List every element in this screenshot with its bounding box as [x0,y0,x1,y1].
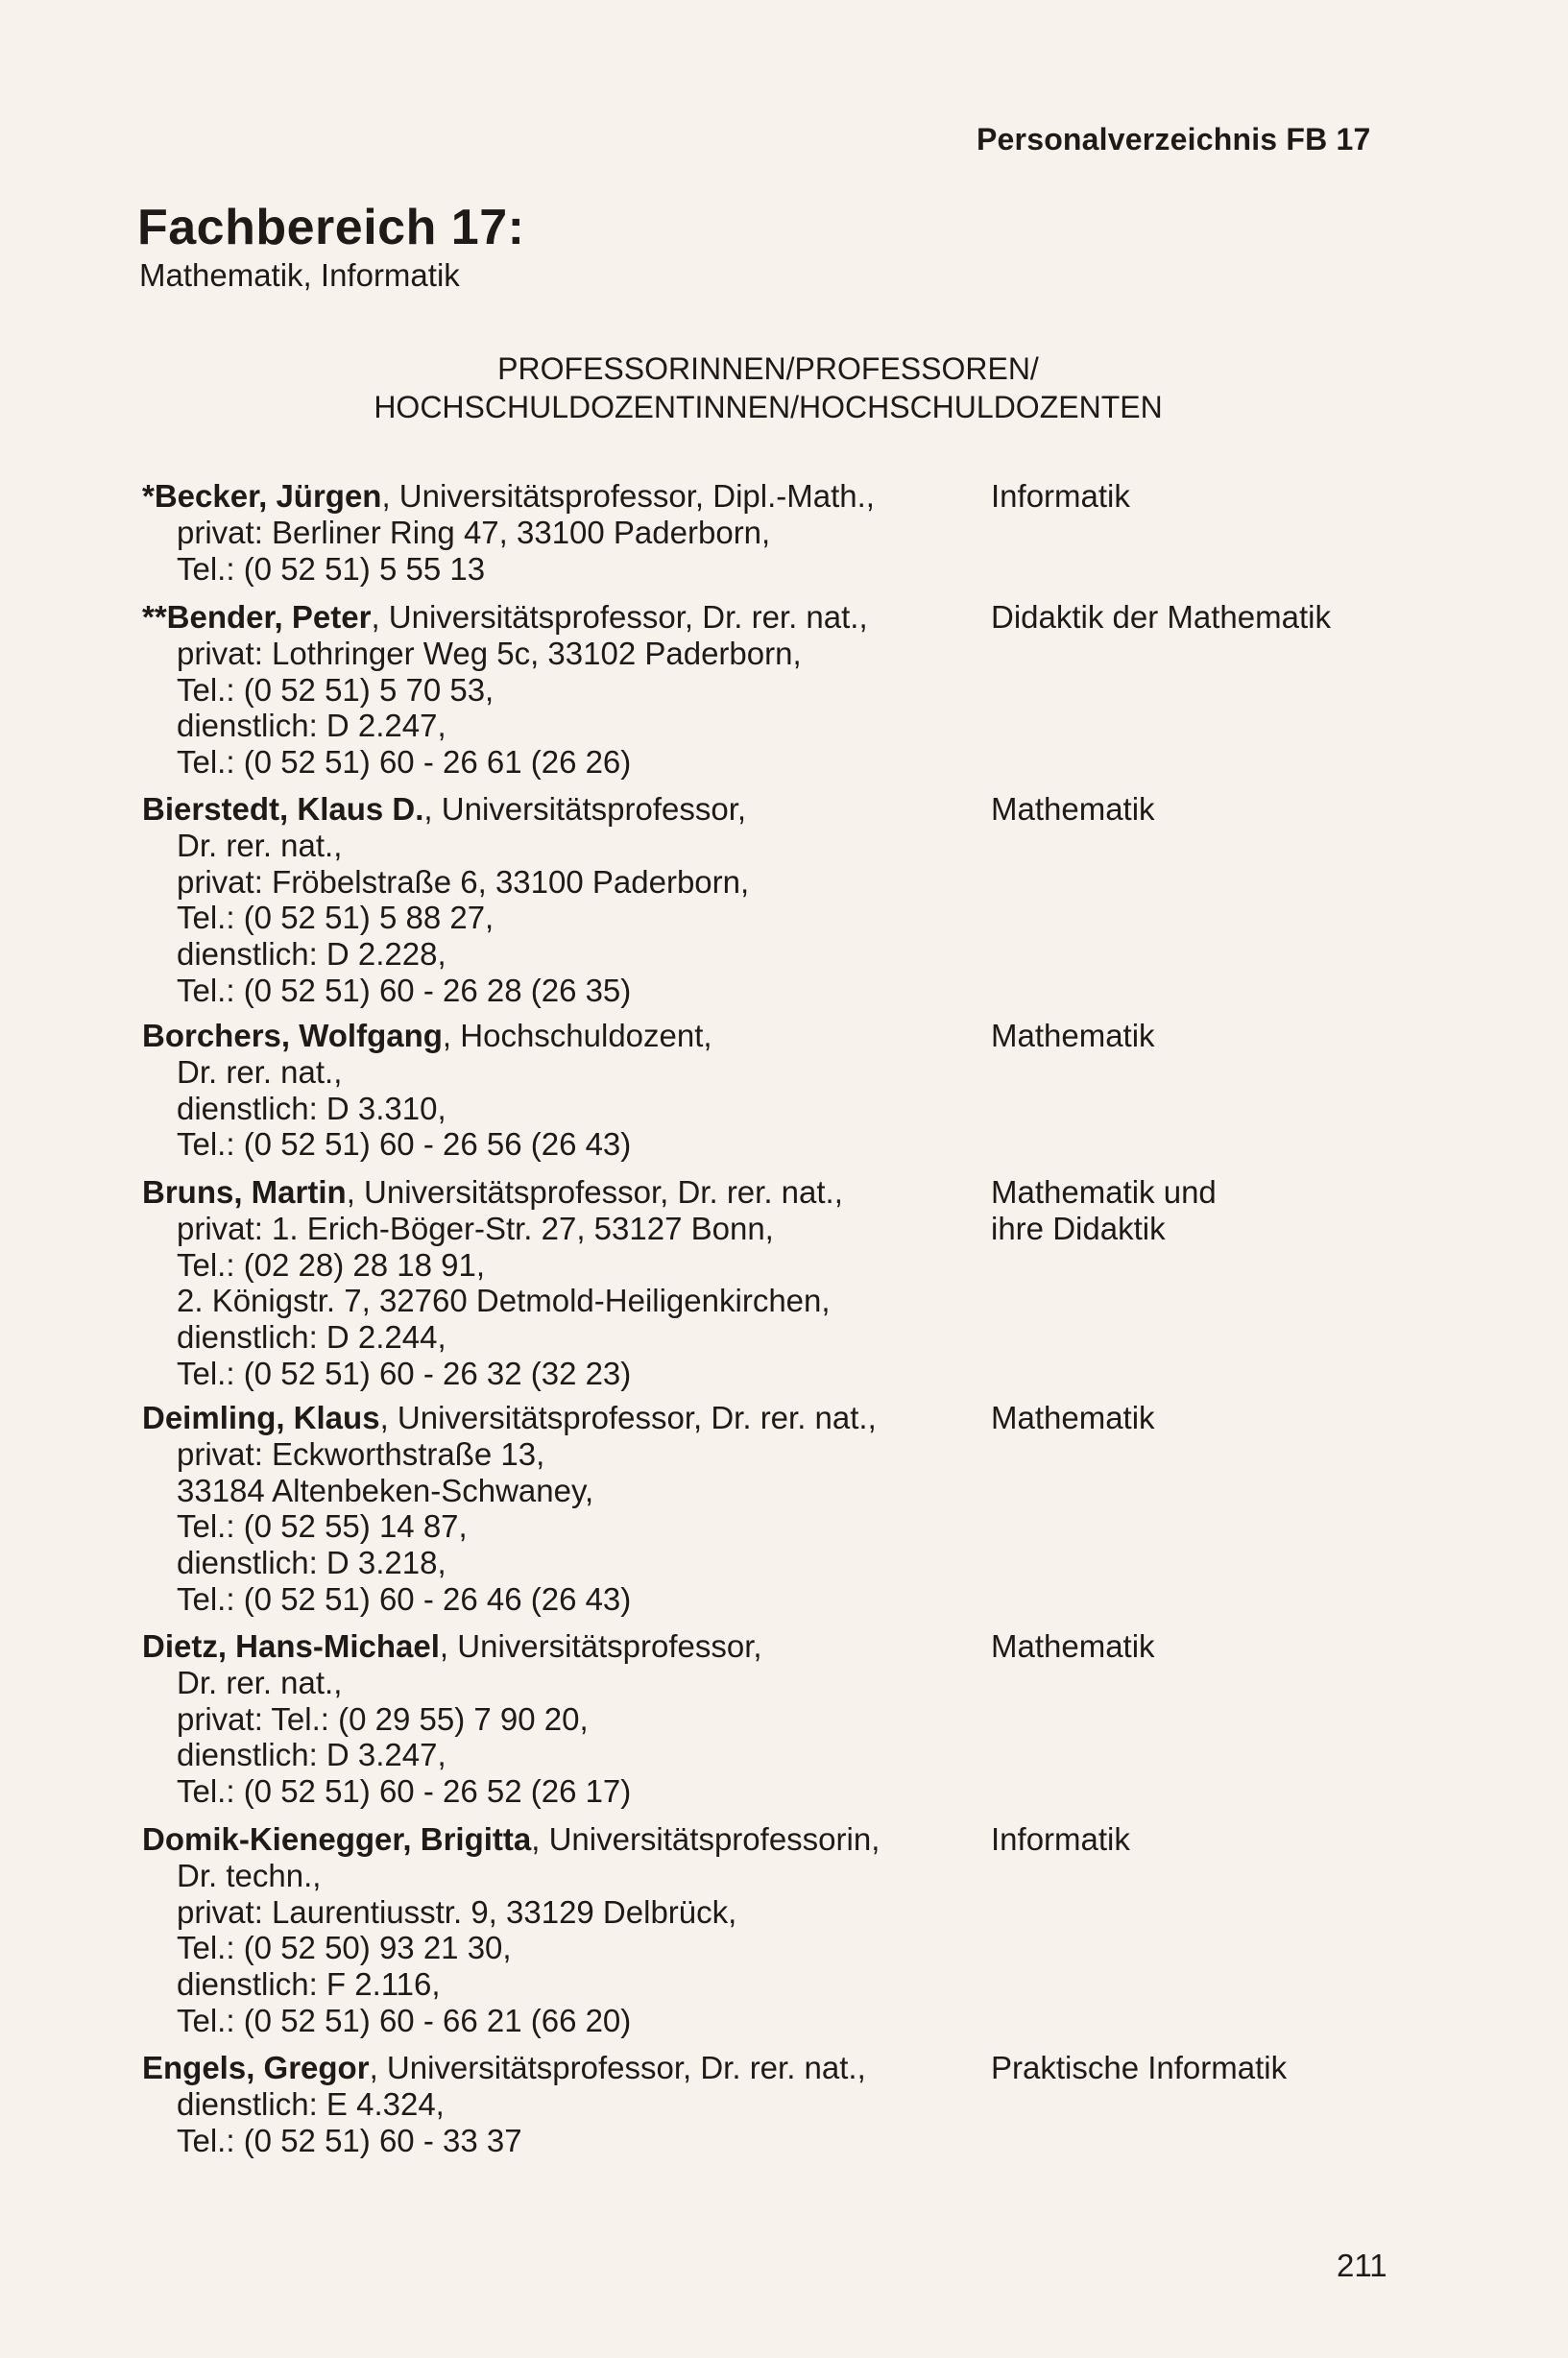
subject-field [991,1628,1490,1665]
person-name: Dietz, Hans-Michael [142,1628,440,1664]
directory-entry [142,791,1486,1009]
directory-entry [142,478,1486,587]
person-detail-line: Tel.: (0 52 51) 60 - 26 46 (26 43) [177,1580,632,1617]
person-details [142,1400,968,1618]
subject-field-line: Mathematik und [991,1174,1217,1210]
person-details [142,2050,968,2158]
person-name: Deimling, Klaus [142,1400,380,1435]
person-detail-line: Tel.: (0 52 51) 5 55 13 [177,550,486,587]
subject-field [991,1400,1490,1436]
directory-entry [142,1628,1486,1810]
person-detail-line: Dr. rer. nat., [177,1053,343,1090]
person-detail-line: 2. Königstr. 7, 32760 Detmold-Heiligenkirchen, [177,1283,831,1319]
section-heading-line: HOCHSCHULDOZENTINNEN/HOCHSCHULDOZENTEN [374,390,1163,424]
person-details [142,1821,968,2039]
section-heading-line: PROFESSORINNEN/PROFESSOREN/ [497,351,1039,386]
person-details [142,1628,968,1810]
person-first-line [142,1400,968,1436]
person-title: , Universitätsprofessor, Dr. rer. nat., [369,2050,866,2085]
subject-field [991,478,1490,515]
person-detail-line: Tel.: (02 28) 28 18 91, [177,1246,486,1283]
person-title: , Universitätsprofessor, Dipl.-Math., [381,478,875,514]
subject-field-line: Mathematik [991,1628,1155,1664]
person-detail-line: Tel.: (0 52 55) 14 87, [177,1508,468,1545]
subject-field [991,1018,1490,1054]
person-detail-line: Tel.: (0 52 51) 60 - 26 28 (26 35) [177,972,632,1008]
subject-field [991,1821,1490,1858]
person-details [142,791,968,1009]
person-first-line [142,1821,968,1858]
person-first-line [142,2050,968,2086]
person-detail-line: Dr. techn., [177,1857,322,1893]
department-title: Fachbereich 17: [137,200,525,255]
person-detail-line: dienstlich: D 3.310, [177,1090,446,1126]
person-detail-line: Tel.: (0 52 51) 60 - 33 37 [177,2122,522,2158]
person-detail-line: Dr. rer. nat., [177,827,343,863]
person-detail-line: Tel.: (0 52 50) 93 21 30, [177,1930,512,1966]
person-name: **Bender, Peter [142,599,372,635]
subject-field-line: Mathematik [991,1018,1155,1053]
person-name: *Becker, Jürgen [142,478,382,514]
person-detail-line: dienstlich: D 3.218, [177,1545,446,1581]
person-detail-line: dienstlich: D 3.247, [177,1737,446,1773]
person-title: , Universitätsprofessor, Dr. rer. nat., [371,599,868,635]
person-details [142,478,968,587]
subject-field-line: Mathematik [991,1400,1155,1435]
person-detail-line: Tel.: (0 52 51) 5 88 27, [177,900,495,936]
person-title: , Universitätsprofessorin, [531,1821,880,1857]
person-detail-line: privat: Tel.: (0 29 55) 7 90 20, [177,1700,589,1737]
directory-entry [142,599,1486,781]
person-first-line [142,1018,968,1054]
person-title: , Universitätsprofessor, Dr. rer. nat., [379,1400,877,1435]
directory-entry [142,2050,1486,2158]
person-detail-line: Tel.: (0 52 51) 60 - 66 21 (66 20) [177,2002,632,2038]
person-detail-line: privat: Laurentiusstr. 9, 33129 Delbrück, [177,1893,737,1930]
directory-entry [142,1821,1486,2039]
person-detail-line: privat: Berliner Ring 47, 33100 Paderborn, [177,514,771,550]
subject-field-line: ihre Didaktik [991,1210,1166,1246]
person-detail-line: 33184 Altenbeken-Schwaney, [177,1472,594,1508]
person-name: Bruns, Martin [142,1174,347,1210]
person-detail-line: dienstlich: F 2.116, [177,1966,441,2003]
page-number: 211 [1337,2248,1387,2283]
subject-field [991,599,1490,636]
person-title: , Universitätsprofessor, Dr. rer. nat., [346,1174,843,1210]
person-detail-line: privat: 1. Erich-Böger-Str. 27, 53127 Bonn, [177,1210,774,1246]
subject-field [991,791,1490,828]
person-detail-line: dienstlich: E 4.324, [177,2085,445,2122]
person-detail-line: privat: Fröbelstraße 6, 33100 Paderborn, [177,863,750,900]
subject-field [991,1174,1490,1247]
person-first-line [142,1628,968,1665]
person-detail-line: dienstlich: D 2.244, [177,1319,446,1356]
department-subtitle: Mathematik, Informatik [139,257,460,293]
person-detail-line: dienstlich: D 2.228, [177,936,446,973]
person-detail-line: Tel.: (0 52 51) 60 - 26 61 (26 26) [177,744,632,781]
person-detail-line: Tel.: (0 52 51) 60 - 26 32 (32 23) [177,1355,632,1391]
person-first-line [142,599,968,636]
person-details [142,1018,968,1163]
person-details [142,599,968,781]
person-detail-line: privat: Eckworthstraße 13, [177,1435,545,1472]
subject-field-line: Didaktik der Mathematik [991,599,1331,635]
person-detail-line: dienstlich: D 2.247, [177,708,446,744]
subject-field-line: Mathematik [991,791,1155,827]
directory-entry [142,1174,1486,1392]
person-detail-line: privat: Lothringer Weg 5c, 33102 Paderborn, [177,635,802,671]
person-name: Borchers, Wolfgang [142,1018,443,1053]
person-detail-line: Dr. rer. nat., [177,1664,343,1700]
person-title: , Universitätsprofessor, [423,791,747,827]
running-head: Personalverzeichnis FB 17 [977,122,1371,156]
person-first-line [142,791,968,828]
directory-entry [142,1400,1486,1618]
directory-entry [142,1018,1486,1163]
person-name: Domik-Kienegger, Brigitta [142,1821,532,1857]
person-name: Engels, Gregor [142,2050,370,2085]
subject-field-line: Informatik [991,1821,1130,1857]
person-first-line [142,1174,968,1211]
person-details [142,1174,968,1392]
subject-field [991,2050,1490,2086]
person-name: Bierstedt, Klaus D. [142,791,424,827]
person-detail-line: Tel.: (0 52 51) 5 70 53, [177,671,495,708]
subject-field-line: Praktische Informatik [991,2050,1288,2085]
person-title: , Hochschuldozent, [442,1018,712,1053]
person-detail-line: Tel.: (0 52 51) 60 - 26 52 (26 17) [177,1773,632,1810]
person-title: , Universitätsprofessor, [439,1628,762,1664]
person-first-line [142,478,968,515]
person-detail-line: Tel.: (0 52 51) 60 - 26 56 (26 43) [177,1126,632,1163]
subject-field-line: Informatik [991,478,1130,514]
